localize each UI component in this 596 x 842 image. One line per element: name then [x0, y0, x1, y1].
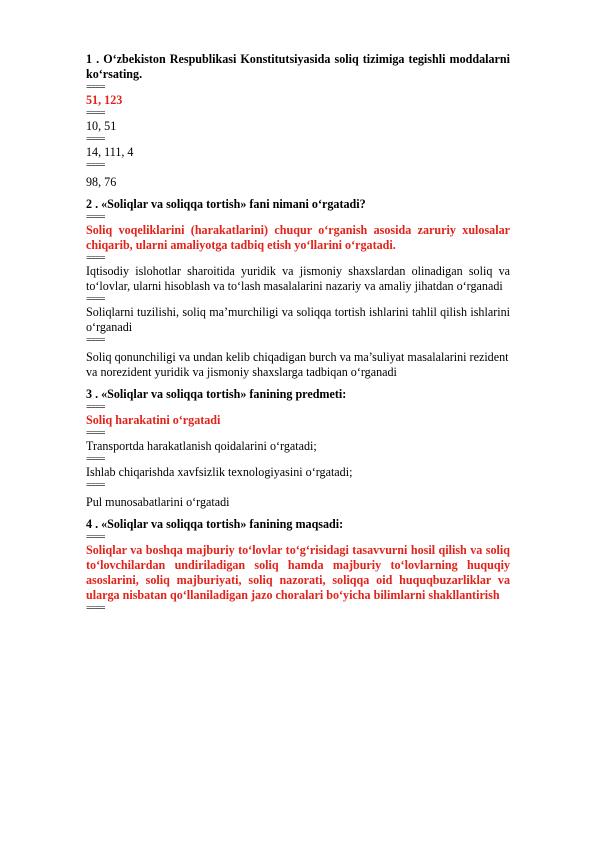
separator: ==== — [86, 532, 105, 543]
correct-answer: Soliq harakatini o‘rgatadi — [86, 413, 221, 427]
answer-option: Transportda harakatlanish qoidalarini o‘rgatadi; — [86, 439, 317, 453]
question-title: 3 . «Soliqlar va soliqqa tortish» fanining predmeti: — [86, 387, 347, 401]
separator: ==== — [86, 294, 105, 305]
answer-option: Ishlab chiqarishda xavfsizlik texnologiyasini o‘rgatadi; — [86, 465, 353, 479]
separator: ==== — [86, 603, 105, 614]
separator: ==== — [86, 454, 105, 465]
answer-option: 98, 76 — [86, 175, 117, 189]
answer-option: 14, 111, 4 — [86, 145, 134, 159]
document-page — [86, 52, 510, 614]
separator: ==== — [86, 82, 105, 93]
answer-option: 10, 51 — [86, 119, 117, 133]
separator: ==== — [86, 428, 105, 439]
separator: ==== — [86, 402, 105, 413]
correct-answer: Soliqlar va boshqa majburiy to‘lovlar to‘g‘risidagi tasavvurni hosil qilish va soliq to‘lovchilardan undiriladigan soliq hamda majburiy to‘lovlarning huquqiy asoslarini, soliq majburiyati, soliq nazorati, soliqqa oid huquqbuzarliklar va ularga nisbatan qo‘llaniladigan jazo choralari bo‘yicha bilimlarni shakllantirish — [86, 543, 510, 602]
question-title: 1 . O‘zbekiston Respublikasi Konstitutsiyasida soliq tizimiga tegishli moddalarni ko‘rsating. — [86, 52, 510, 81]
separator: ==== — [86, 108, 105, 119]
separator: ==== — [86, 160, 105, 171]
separator: ==== — [86, 212, 105, 223]
correct-answer: 51, 123 — [86, 93, 123, 107]
correct-answer: Soliq voqeliklarini (harakatlarini) chuqur o‘rganish asosida zaruriy xulosalar chiqarib, ularni amaliyotga tadbiq etish yo‘llarini o‘rgatadi. — [86, 223, 510, 252]
answer-option: Soliq qonunchiligi va undan kelib chiqadigan burch va ma’suliyat masalalarini rezident va norezident yuridik va jismoniy shaxslarga tadbiqan o‘rganadi — [86, 350, 509, 379]
answer-option: Soliqlarni tuzilishi, soliq ma’murchiligi va soliqqa tortish ishlarini tahlil qilish ishlarini o‘rganadi — [86, 305, 510, 334]
answer-option: Pul munosabatlarini o‘rgatadi — [86, 495, 230, 509]
separator: ==== — [86, 480, 105, 491]
question-title: 2 . «Soliqlar va soliqqa tortish» fani nimani o‘rgatadi? — [86, 197, 366, 211]
separator: ==== — [86, 253, 105, 264]
question-title: 4 . «Soliqlar va soliqqa tortish» fanining maqsadi: — [86, 517, 344, 531]
answer-option: Iqtisodiy islohotlar sharoitida yuridik va jismoniy shaxslardan olinadigan soliq va to‘lovlar, ularni hisoblash va to‘lash masalalarini nazariy va amaliy jihatdan o‘rganadi — [86, 264, 510, 293]
separator: ==== — [86, 134, 105, 145]
separator: ==== — [86, 335, 105, 346]
